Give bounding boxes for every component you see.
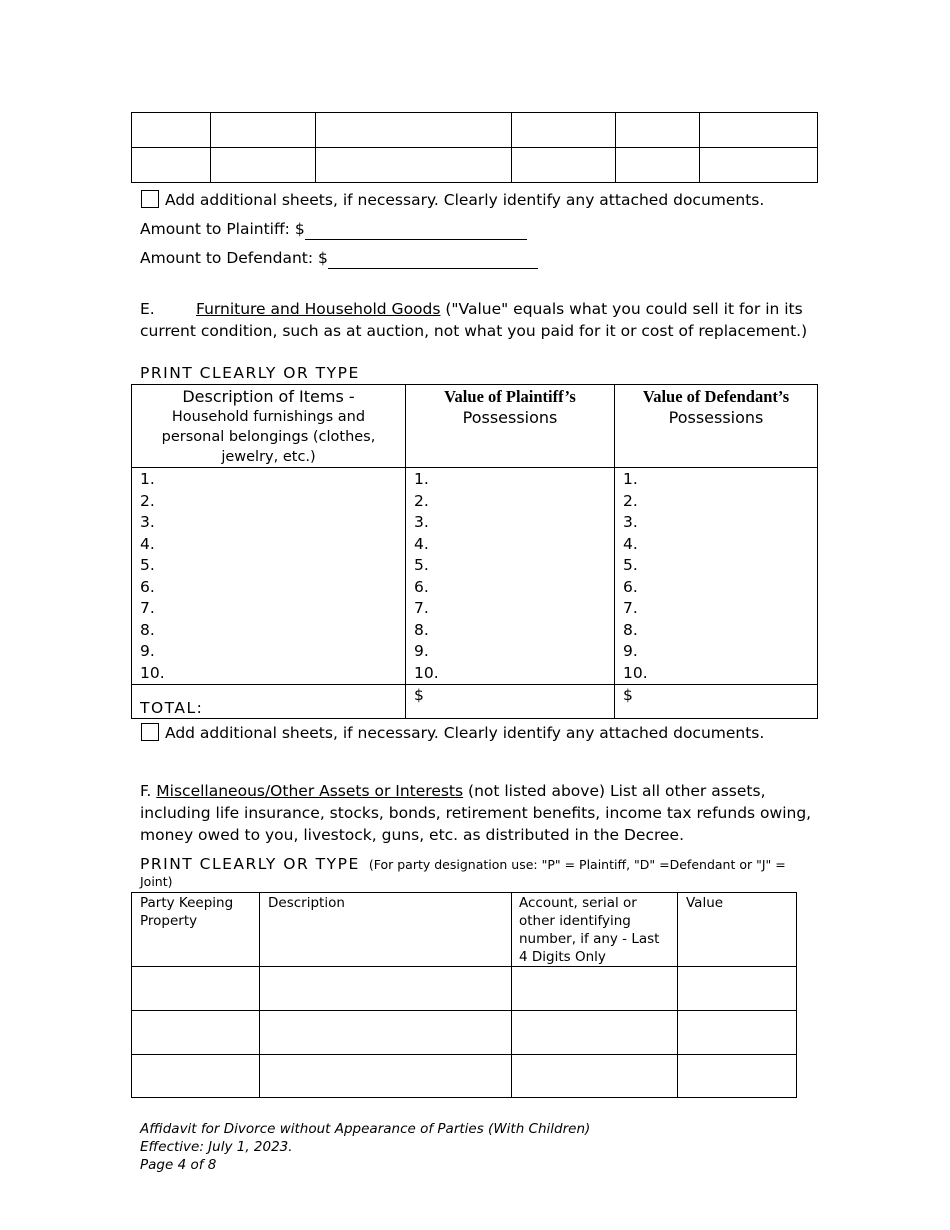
- section-f-print-row: [140, 853, 786, 875]
- description-header: Description of Items - Household furnishings and personal belongings (clothes, jewelry, etc.): [132, 385, 406, 468]
- table-cell[interactable]: [700, 148, 818, 183]
- table-cell[interactable]: [132, 148, 211, 183]
- table-cell[interactable]: [260, 967, 512, 1011]
- table-cell[interactable]: [132, 1011, 260, 1055]
- table-cell[interactable]: [260, 1055, 512, 1098]
- table-cell[interactable]: [316, 113, 512, 148]
- footer-page-number: Page 4 of 8: [140, 1157, 217, 1173]
- table-cell[interactable]: [512, 1011, 678, 1055]
- additional-sheets-row-e: [141, 722, 764, 744]
- table-cell[interactable]: [512, 148, 616, 183]
- section-f-intro-line2: including life insurance, stocks, bonds, retirement benefits, income tax refunds owing,: [140, 804, 812, 822]
- section-f-letter: F.: [140, 782, 152, 800]
- table-cell[interactable]: [211, 113, 316, 148]
- section-e-intro-rest: ("Value" equals what you could sell it for in its: [440, 300, 803, 318]
- table-cell[interactable]: [616, 113, 700, 148]
- plaintiff-total-cell[interactable]: $: [406, 685, 615, 719]
- amount-defendant-label: Amount to Defendant: $: [140, 249, 328, 267]
- table-cell[interactable]: [316, 148, 512, 183]
- defendant-value-header: Value of Defendant’s Possessions: [615, 385, 818, 468]
- table-row: [132, 967, 797, 1011]
- amount-defendant-row: [140, 247, 538, 269]
- section-f-title: Miscellaneous/Other Assets or Interests: [156, 782, 464, 800]
- description-items-cell[interactable]: 1. 2. 3. 4. 5. 6. 7. 8. 9. 10.: [132, 468, 406, 685]
- section-e-title: Furniture and Household Goods: [196, 300, 441, 318]
- party-designation-note-cont: Joint): [140, 874, 173, 889]
- total-label-cell: [132, 685, 406, 719]
- amount-plaintiff-label: Amount to Plaintiff: $: [140, 220, 305, 238]
- table-cell[interactable]: [512, 967, 678, 1011]
- table-row: [132, 1011, 797, 1055]
- additional-sheets-checkbox[interactable]: [141, 723, 159, 741]
- total-label: TOTAL:: [140, 699, 204, 717]
- top-continuation-table: [131, 112, 818, 183]
- section-e-intro: [140, 298, 812, 320]
- additional-sheets-label: Add additional sheets, if necessary. Clearly identify any attached documents.: [165, 191, 765, 209]
- section-e-letter: E.: [140, 300, 155, 318]
- total-row: [132, 685, 818, 719]
- table-cell[interactable]: [132, 1055, 260, 1098]
- section-e-intro-line2: current condition, such as at auction, not what you paid for it or cost of replacement.): [140, 322, 808, 340]
- account-number-header: Account, serial or other identifying number, if any - Last 4 Digits Only: [512, 893, 678, 967]
- table-cell[interactable]: [132, 967, 260, 1011]
- amount-plaintiff-row: [140, 218, 527, 240]
- party-designation-note: (For party designation use: "P" = Plaintiff, "D" =Defendant or "J" =: [368, 857, 786, 872]
- footer-effective-date: Effective: July 1, 2023.: [140, 1139, 293, 1155]
- table-cell[interactable]: [512, 113, 616, 148]
- description-header: Description: [260, 893, 512, 967]
- party-keeping-header: Party Keeping Property: [132, 893, 260, 967]
- table-header-row: [132, 385, 818, 468]
- table-cell[interactable]: [512, 1055, 678, 1098]
- section-f-intro-line1: [140, 780, 766, 802]
- table-cell[interactable]: [211, 148, 316, 183]
- household-goods-table: [131, 384, 818, 719]
- table-cell[interactable]: [616, 148, 700, 183]
- defendant-total-cell[interactable]: $: [615, 685, 818, 719]
- additional-sheets-row-d: [141, 189, 764, 211]
- table-cell[interactable]: [260, 1011, 512, 1055]
- footer: [140, 1120, 590, 1174]
- amount-plaintiff-field[interactable]: [305, 221, 527, 240]
- section-f-print-label: PRINT CLEARLY OR TYPE: [140, 855, 360, 873]
- table-cell[interactable]: [678, 967, 797, 1011]
- additional-sheets-label: Add additional sheets, if necessary. Clearly identify any attached documents.: [165, 724, 765, 742]
- additional-sheets-checkbox[interactable]: [141, 190, 159, 208]
- section-e-print-label: PRINT CLEARLY OR TYPE: [140, 364, 360, 382]
- table-header-row: [132, 893, 797, 967]
- table-row: [132, 1055, 797, 1098]
- section-f-intro-rest: (not listed above) List all other assets,: [463, 782, 766, 800]
- value-header: Value: [678, 893, 797, 967]
- footer-form-title: Affidavit for Divorce without Appearance of Parties (With Children): [140, 1121, 591, 1137]
- table-cell[interactable]: [132, 113, 211, 148]
- defendant-values-cell[interactable]: 1. 2. 3. 4. 5. 6. 7. 8. 9. 10.: [615, 468, 818, 685]
- section-f-intro-line3: money owed to you, livestock, guns, etc. as distributed in the Decree.: [140, 826, 685, 844]
- table-cell[interactable]: [678, 1011, 797, 1055]
- table-cell[interactable]: [700, 113, 818, 148]
- amount-defendant-field[interactable]: [328, 250, 538, 269]
- table-row: [132, 468, 818, 685]
- plaintiff-value-header: Value of Plaintiff’s Possessions: [406, 385, 615, 468]
- table-cell[interactable]: [678, 1055, 797, 1098]
- other-assets-table: [131, 892, 797, 1098]
- plaintiff-values-cell[interactable]: 1. 2. 3. 4. 5. 6. 7. 8. 9. 10.: [406, 468, 615, 685]
